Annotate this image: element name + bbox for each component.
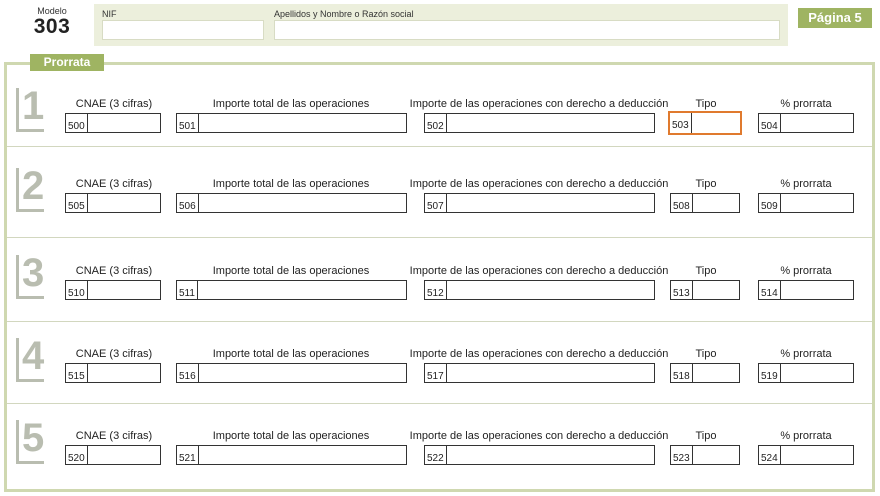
field-importe-total[interactable] [176, 193, 407, 213]
field-code: 522 [425, 446, 447, 464]
row-number-base [16, 209, 44, 212]
row-number-digit: 5 [22, 416, 45, 460]
field-cnae[interactable] [65, 363, 161, 383]
section-title: Prorrata [30, 54, 104, 71]
label-tipo: Tipo [695, 178, 717, 190]
field-code: 507 [425, 194, 447, 212]
field-cnae[interactable] [65, 193, 161, 213]
field-tipo[interactable] [670, 280, 740, 300]
row-number-digit: 2 [22, 164, 45, 208]
field-code: 518 [671, 364, 693, 382]
field-code: 511 [177, 281, 198, 299]
label-importe-total: Importe total de las operaciones [212, 430, 370, 442]
field-code: 514 [759, 281, 781, 299]
field-code: 500 [66, 114, 88, 132]
row-number-bar [16, 420, 19, 464]
nombre-label: Apellidos y Nombre o Razón social [274, 9, 414, 19]
field-tipo-focused[interactable] [668, 111, 742, 135]
field-code: 516 [177, 364, 199, 382]
label-tipo: Tipo [695, 98, 717, 110]
field-importe-deduccion[interactable] [424, 113, 655, 133]
field-tipo[interactable] [670, 193, 740, 213]
label-importe-total: Importe total de las operaciones [212, 265, 370, 277]
label-prorrata: % prorrata [780, 98, 832, 110]
field-code: 506 [177, 194, 199, 212]
nif-field[interactable] [102, 20, 264, 40]
label-cnae: CNAE (3 cifras) [75, 178, 153, 190]
field-code: 504 [759, 114, 781, 132]
nombre-field[interactable] [274, 20, 780, 40]
field-code: 508 [671, 194, 693, 212]
row-number-bar [16, 255, 19, 299]
field-importe-total[interactable] [176, 363, 407, 383]
row-number-digit: 4 [22, 334, 45, 378]
field-importe-deduccion[interactable] [424, 193, 655, 213]
row-divider [7, 237, 872, 238]
row-number-bar [16, 88, 19, 132]
label-cnae: CNAE (3 cifras) [75, 265, 153, 277]
field-code: 505 [66, 194, 88, 212]
field-code: 502 [425, 114, 447, 132]
modelo-block [24, 6, 80, 39]
label-prorrata: % prorrata [780, 430, 832, 442]
label-prorrata: % prorrata [780, 348, 832, 360]
row-number [16, 416, 46, 464]
field-code: 510 [66, 281, 88, 299]
field-code: 509 [759, 194, 781, 212]
field-prorrata[interactable] [758, 113, 854, 133]
page-badge: Página 5 [798, 8, 872, 28]
label-prorrata: % prorrata [780, 265, 832, 277]
row-number [16, 334, 46, 382]
field-importe-total[interactable] [176, 113, 407, 133]
row-divider [7, 321, 872, 322]
label-tipo: Tipo [695, 265, 717, 277]
field-cnae[interactable] [65, 280, 161, 300]
field-importe-deduccion[interactable] [424, 363, 655, 383]
taxpayer-header [94, 4, 788, 46]
field-prorrata[interactable] [758, 363, 854, 383]
field-code: 503 [670, 113, 692, 133]
row-number-base [16, 296, 44, 299]
field-code: 517 [425, 364, 447, 382]
field-prorrata[interactable] [758, 280, 854, 300]
row-divider [7, 403, 872, 404]
row-number-digit: 3 [22, 251, 45, 295]
label-importe-deduccion: Importe de las operaciones con derecho a deducción [409, 430, 669, 442]
modelo-number: 303 [33, 15, 71, 38]
field-cnae[interactable] [65, 113, 161, 133]
label-importe-total: Importe total de las operaciones [212, 178, 370, 190]
field-importe-deduccion[interactable] [424, 445, 655, 465]
label-cnae: CNAE (3 cifras) [75, 348, 153, 360]
row-divider [7, 146, 872, 147]
field-cnae[interactable] [65, 445, 161, 465]
field-code: 519 [759, 364, 781, 382]
label-cnae: CNAE (3 cifras) [75, 430, 153, 442]
label-importe-total: Importe total de las operaciones [212, 98, 370, 110]
field-importe-total[interactable] [176, 280, 407, 300]
field-importe-total[interactable] [176, 445, 407, 465]
field-code: 520 [66, 446, 88, 464]
row-number [16, 251, 46, 299]
field-code: 523 [671, 446, 693, 464]
modelo-label: Modelo [37, 6, 67, 16]
field-tipo[interactable] [670, 445, 740, 465]
nif-label: NIF [102, 9, 117, 19]
row-number-bar [16, 168, 19, 212]
label-importe-deduccion: Importe de las operaciones con derecho a deducción [409, 265, 669, 277]
field-code: 501 [177, 114, 199, 132]
field-prorrata[interactable] [758, 445, 854, 465]
label-cnae: CNAE (3 cifras) [75, 98, 153, 110]
row-number [16, 164, 46, 212]
label-importe-deduccion: Importe de las operaciones con derecho a deducción [409, 348, 669, 360]
field-code: 512 [425, 281, 447, 299]
field-importe-deduccion[interactable] [424, 280, 655, 300]
field-prorrata[interactable] [758, 193, 854, 213]
row-number-bar [16, 338, 19, 382]
label-importe-total: Importe total de las operaciones [212, 348, 370, 360]
label-prorrata: % prorrata [780, 178, 832, 190]
label-importe-deduccion: Importe de las operaciones con derecho a deducción [409, 178, 669, 190]
label-importe-deduccion: Importe de las operaciones con derecho a deducción [409, 98, 669, 110]
field-code: 515 [66, 364, 88, 382]
row-number-digit: 1 [22, 84, 45, 128]
field-code: 521 [177, 446, 199, 464]
label-tipo: Tipo [695, 430, 717, 442]
field-tipo[interactable] [670, 363, 740, 383]
row-number-base [16, 129, 44, 132]
field-code: 524 [759, 446, 781, 464]
row-number [16, 84, 46, 132]
row-number-base [16, 379, 44, 382]
row-number-base [16, 461, 44, 464]
field-code: 513 [671, 281, 693, 299]
label-tipo: Tipo [695, 348, 717, 360]
